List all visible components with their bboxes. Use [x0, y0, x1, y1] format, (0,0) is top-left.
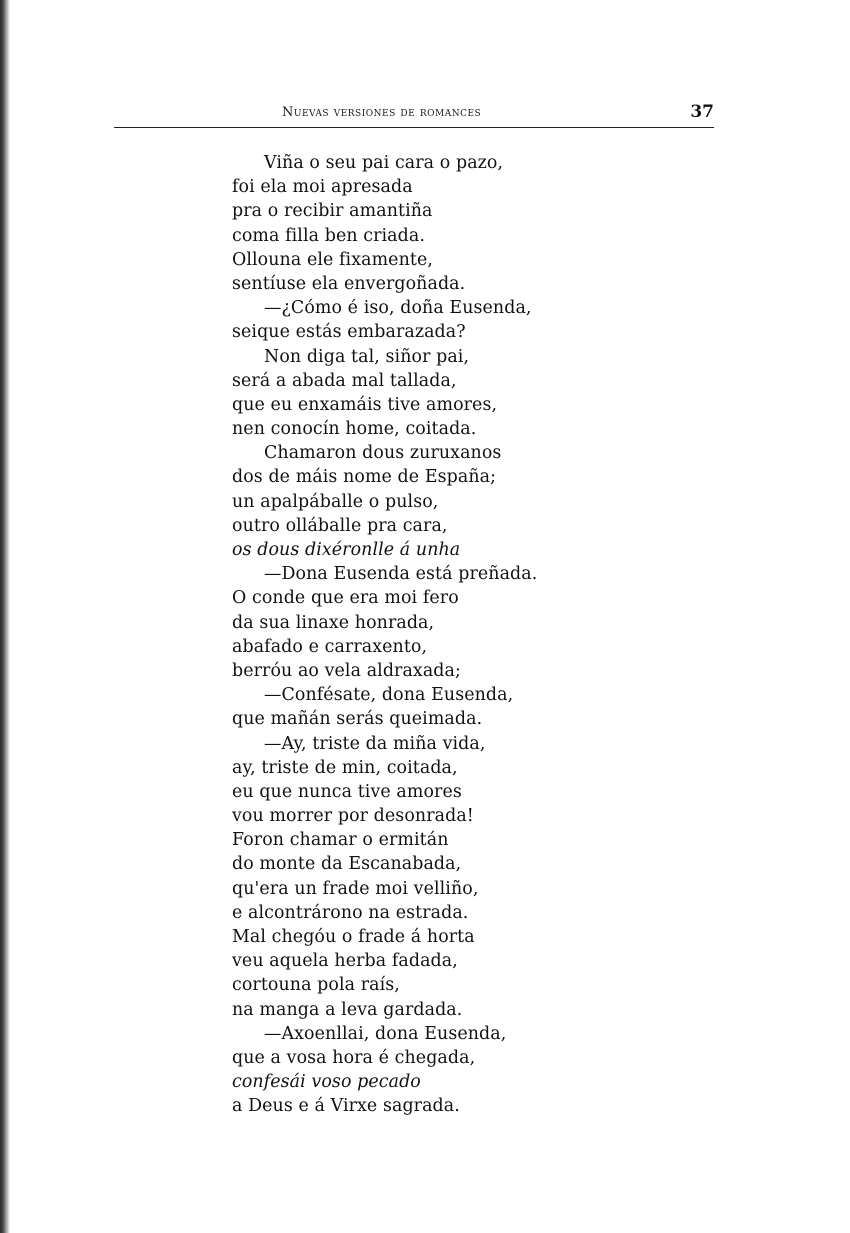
poem-line: do monte da Escanabada,: [232, 854, 462, 875]
poem-line: pra o recibir amantiña: [232, 201, 433, 222]
poem-line: dos de máis nome de España;: [232, 467, 497, 488]
poem-line: O conde que era moi fero: [232, 588, 459, 609]
poem-line: que a vosa hora é chegada,: [232, 1047, 476, 1068]
poem-line: que eu enxamáis tive amores,: [232, 394, 498, 415]
poem-line: Foron chamar o ermitán: [232, 830, 449, 851]
running-title: Nuevas versiones de romances: [282, 105, 482, 120]
poem-line: coma filla ben criada.: [232, 225, 425, 246]
poem-line: berróu ao vela aldraxada;: [232, 660, 461, 681]
poem-line: e alcontrárono na estrada.: [232, 902, 469, 923]
poem-line: Viña o seu pai cara o pazo,: [264, 153, 504, 173]
poem-line: Ollouna ele fixamente,: [232, 249, 433, 270]
page-number: 37: [690, 102, 714, 122]
poem-line: na manga a leva gardada.: [232, 999, 463, 1020]
poem-line: Non diga tal, siñor pai,: [264, 346, 470, 367]
poem-line: vou morrer por desonrada!: [232, 806, 474, 827]
poem-line: os dous dixéronlle á unha: [232, 540, 461, 560]
poem-line: un apalpáballe o pulso,: [232, 491, 439, 512]
poem-line: nen conocín home, coitada.: [232, 419, 477, 440]
poem-line: confesái voso pecado: [232, 1072, 421, 1093]
poem-line: da sua linaxe honrada,: [232, 612, 435, 633]
running-header: [114, 101, 714, 128]
poem-line: ay, triste de min, coitada,: [232, 757, 458, 778]
poem-line: cortouna pola raís,: [232, 975, 400, 996]
poem-line: sentíuse ela envergoñada.: [232, 273, 466, 294]
poem-line: —Axoenllai, dona Eusenda,: [264, 1023, 507, 1044]
poem-line: a Deus e á Virxe sagrada.: [232, 1096, 460, 1117]
poem-line: —¿Cómo é iso, doña Eusenda,: [264, 298, 532, 319]
poem-line: veu aquela herba fadada,: [232, 951, 458, 972]
poem-line: seique estás embarazada?: [232, 322, 466, 343]
poem-line: Mal chegóu o frade á horta: [232, 927, 475, 947]
poem-line: será a abada mal tallada,: [232, 370, 457, 391]
poem-line: —Confésate, dona Eusenda,: [264, 685, 514, 706]
poem-line: Chamaron dous zuruxanos: [264, 443, 502, 464]
poem-line: —Dona Eusenda está preñada.: [264, 564, 538, 585]
poem-line: —Ay, triste da miña vida,: [264, 733, 486, 754]
poem-body: [232, 151, 612, 1119]
poem-line: abafado e carraxento,: [232, 636, 428, 657]
poem-line: foi ela moi apresada: [232, 177, 413, 198]
poem-line: qu'era un frade moi velliño,: [232, 878, 479, 899]
poem-line: outro olláballe pra cara,: [232, 515, 448, 536]
poem-line: eu que nunca tive amores: [232, 781, 462, 802]
poem-line: que mañán serás queimada.: [232, 709, 483, 730]
page-binding-edge: [0, 0, 10, 1233]
